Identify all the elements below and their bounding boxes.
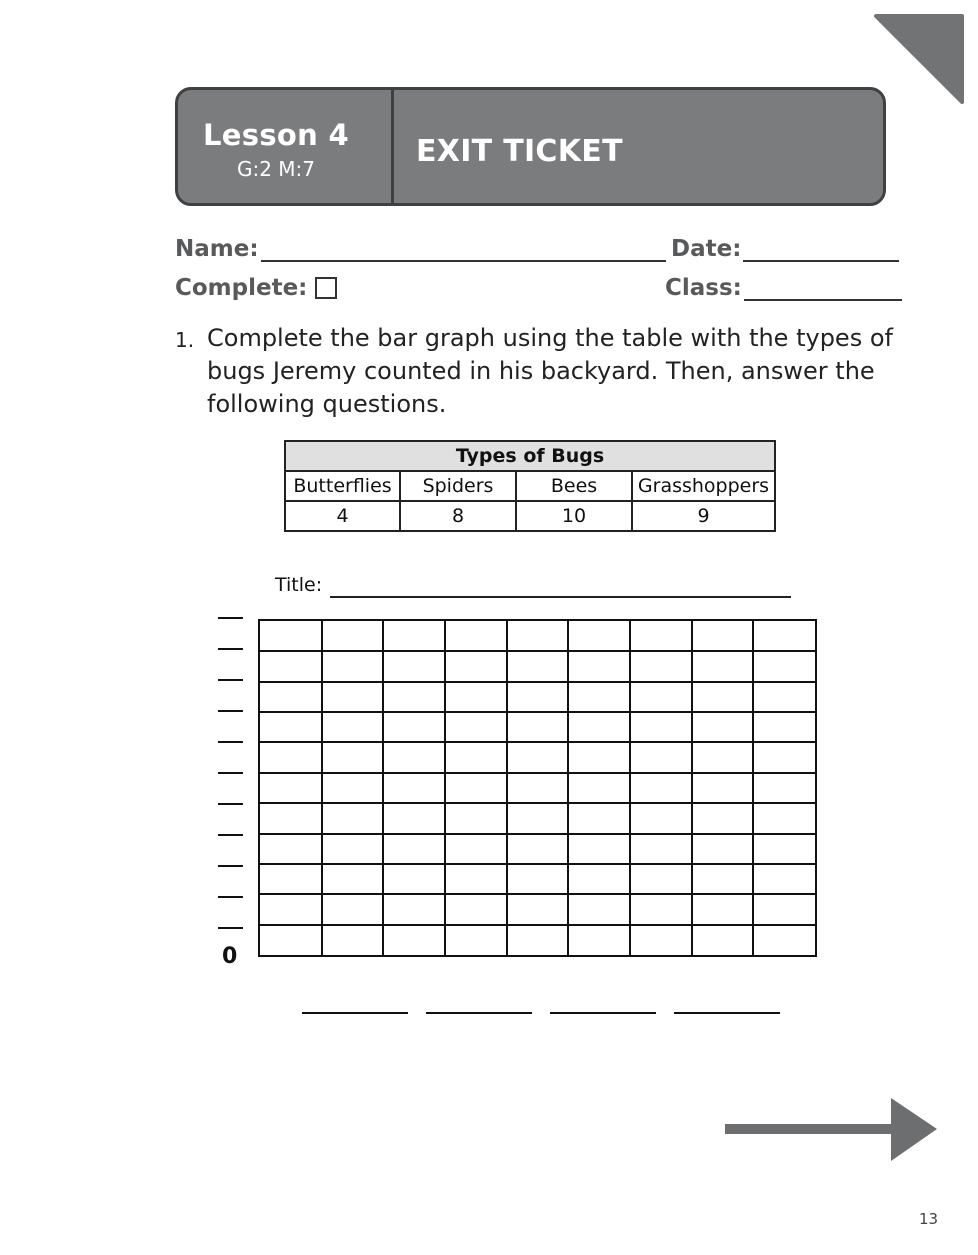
grid-hline	[260, 893, 815, 895]
y-axis-blank[interactable]	[218, 772, 243, 774]
y-axis-blank[interactable]	[218, 710, 243, 712]
complete-label: Complete:	[175, 275, 308, 301]
table-header: Grasshoppers	[632, 471, 775, 501]
x-axis-blank[interactable]	[674, 1012, 780, 1014]
question-text: Complete the bar graph using the table with the types of bugs Jeremy counted in his backyard. Then, answer the following questions.	[207, 324, 893, 418]
grid-hline	[260, 772, 815, 774]
y-axis-blank[interactable]	[218, 648, 243, 650]
y-axis-blank[interactable]	[218, 896, 243, 898]
name-label: Name:	[175, 236, 259, 262]
grid-hline	[260, 650, 815, 652]
corner-fold-icon	[872, 12, 964, 104]
table-cell: 8	[400, 501, 516, 531]
class-label: Class:	[665, 275, 742, 301]
grid-vline	[321, 621, 323, 955]
header-divider	[391, 90, 394, 203]
x-axis-blank[interactable]	[550, 1012, 656, 1014]
table-cell: 4	[285, 501, 400, 531]
grid-vline	[506, 621, 508, 955]
table-header: Bees	[516, 471, 632, 501]
table-cell: 10	[516, 501, 632, 531]
grid-hline	[260, 711, 815, 713]
grid-vline	[752, 621, 754, 955]
y-axis-blank[interactable]	[218, 679, 243, 681]
x-axis-blank[interactable]	[426, 1012, 532, 1014]
table-header: Spiders	[400, 471, 516, 501]
graph-title-line[interactable]	[330, 596, 791, 598]
question-number: 1.	[175, 328, 195, 352]
grid-hline	[260, 681, 815, 683]
date-line[interactable]	[743, 236, 899, 262]
grid-vline	[629, 621, 631, 955]
name-line[interactable]	[261, 236, 666, 262]
lesson-header	[175, 87, 886, 206]
y-axis-blank[interactable]	[218, 834, 243, 836]
grid-hline	[260, 863, 815, 865]
y-axis-zero: 0	[222, 944, 238, 969]
class-field[interactable]	[665, 275, 902, 301]
date-field[interactable]	[671, 236, 899, 262]
grid-hline	[260, 802, 815, 804]
table-header-row	[285, 471, 775, 501]
grid-hline	[260, 833, 815, 835]
table-cell: 9	[632, 501, 775, 531]
complete-checkbox[interactable]	[315, 277, 337, 299]
complete-field[interactable]	[175, 275, 337, 301]
table-header: Butterflies	[285, 471, 400, 501]
y-axis-blank[interactable]	[218, 617, 243, 619]
y-axis-blank[interactable]	[218, 741, 243, 743]
grid-vline	[691, 621, 693, 955]
next-arrow-icon	[725, 1097, 939, 1163]
date-label: Date:	[671, 236, 742, 262]
grid-hline	[260, 924, 815, 926]
table-title: Types of Bugs	[285, 441, 775, 471]
table-value-row	[285, 501, 775, 531]
lesson-subtitle: G:2 M:7	[236, 157, 316, 181]
grid-hline	[260, 741, 815, 743]
grid-vline	[567, 621, 569, 955]
lesson-title: Lesson 4	[203, 118, 349, 152]
bar-graph-grid[interactable]	[258, 619, 817, 957]
grid-vline	[382, 621, 384, 955]
page-title: EXIT TICKET	[416, 134, 623, 169]
y-axis-blank[interactable]	[218, 803, 243, 805]
x-axis-blank[interactable]	[302, 1012, 408, 1014]
y-axis-blank[interactable]	[218, 865, 243, 867]
graph-title-label: Title:	[275, 574, 323, 596]
name-field[interactable]	[175, 236, 666, 262]
grid-vline	[444, 621, 446, 955]
class-line[interactable]	[744, 275, 902, 301]
page-number: 13	[919, 1210, 939, 1228]
bugs-table	[284, 440, 776, 532]
y-axis-blank[interactable]	[218, 927, 243, 929]
